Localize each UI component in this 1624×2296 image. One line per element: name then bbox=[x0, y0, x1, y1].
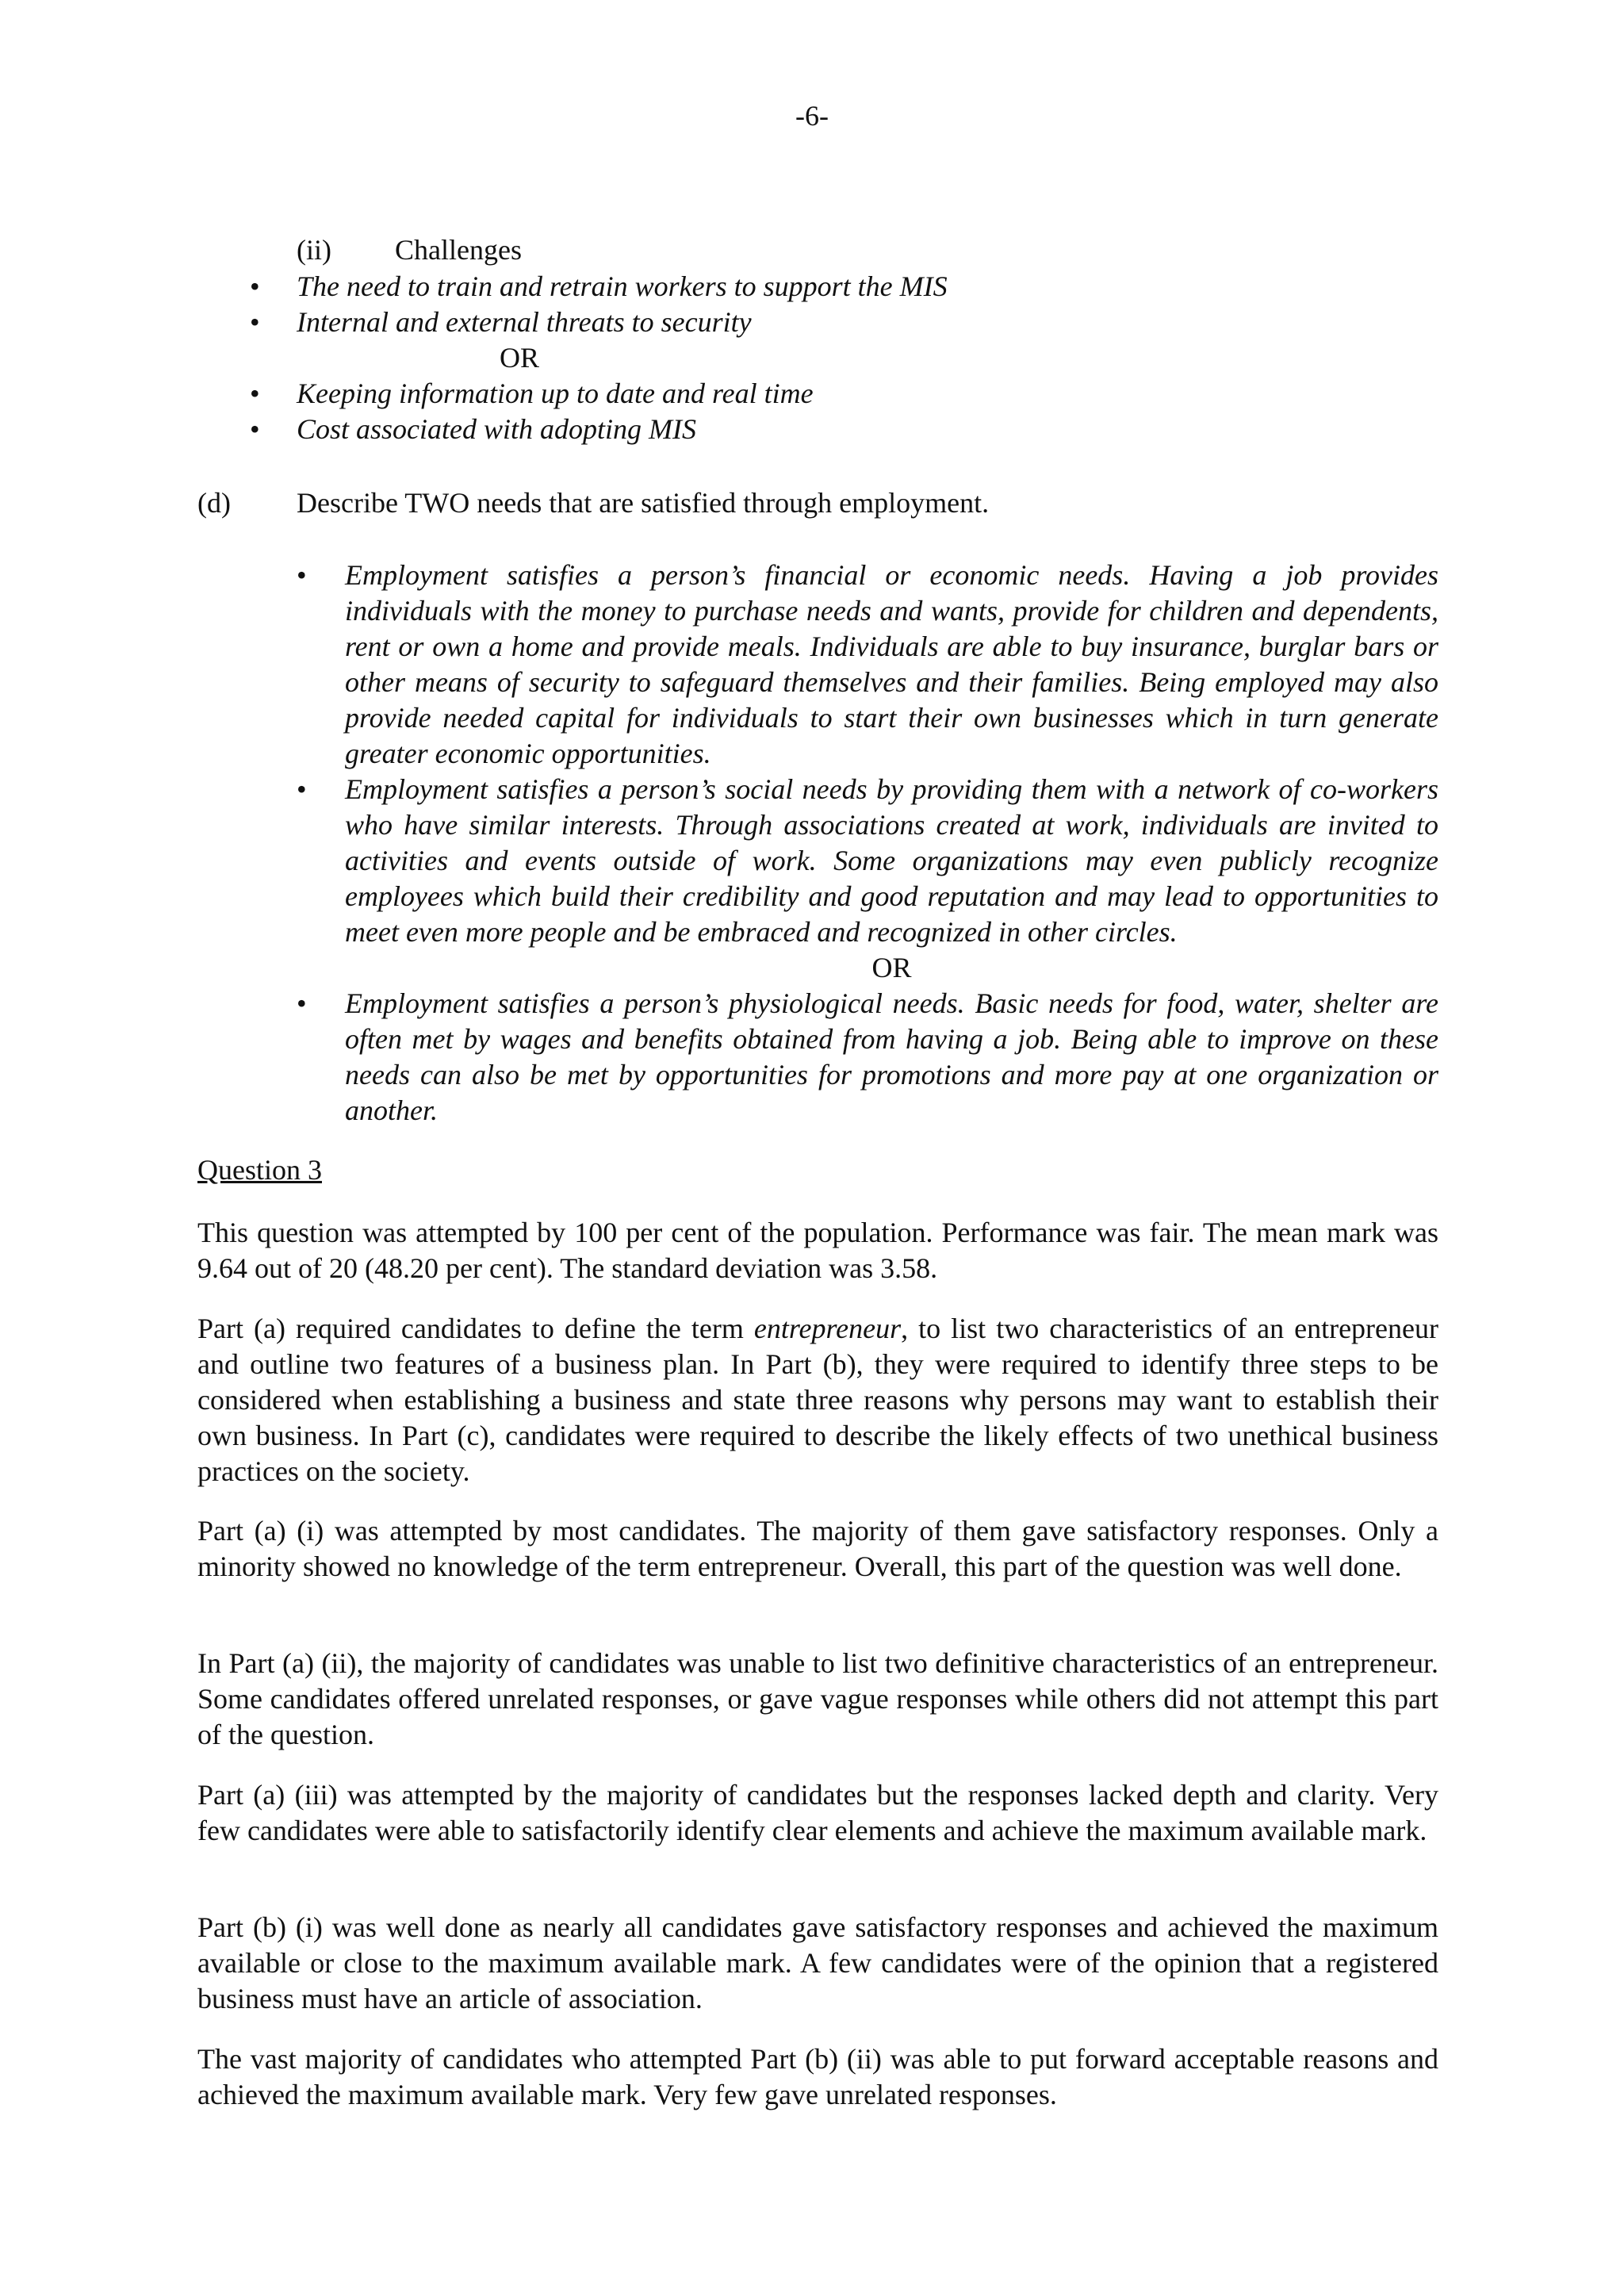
q3-p2-start: Part (a) required candidates to define the term bbox=[197, 1313, 754, 1344]
bullet-icon: • bbox=[250, 306, 260, 338]
q3-p2-term: entrepreneur bbox=[753, 1313, 902, 1344]
list-item bbox=[246, 305, 948, 340]
challenge-text: Cost associated with adopting MIS bbox=[297, 413, 696, 445]
part-d-question bbox=[197, 485, 989, 521]
bullet-icon: • bbox=[250, 413, 260, 445]
bullet-icon: • bbox=[250, 378, 260, 409]
challenges-list bbox=[246, 269, 948, 447]
list-item bbox=[295, 986, 1438, 1129]
part-d-answers bbox=[295, 558, 1438, 1129]
bullet-icon: • bbox=[297, 559, 307, 591]
q3-paragraph-5: Part (a) (iii) was attempted by the majority of candidates but the responses lacked depth and clarity. Very few candidates were able to satisfactorily identify clear elements and achieve the maximum available mark. bbox=[197, 1779, 1438, 1846]
challenges-roman: (ii) bbox=[297, 234, 331, 266]
q3-paragraph-1: This question was attempted by 100 per cent of the population. Performance was fair. The mean mark was 9.64 out of 20 (48.20 per cent). The standard deviation was 3.58. bbox=[197, 1217, 1438, 1284]
q3-p2-end: , to list two characteristics of an entrepreneur and outline two features of a business plan. In Part (b), they were required to identify three steps to be considered when establishing a business and state three reasons why persons may want to establish their own business. In Part (c), candidates were required to describe the likely effects of two unethical business practices on the society. bbox=[197, 1313, 1438, 1487]
answers-or: OR bbox=[871, 952, 912, 983]
challenges-title: Challenges bbox=[395, 234, 522, 266]
q3-paragraph-4: In Part (a) (ii), the majority of candidates was unable to list two definitive characteristics of an entrepreneur. Some candidates offered unrelated responses, or gave vague responses while others did not attempt this part of the question. bbox=[197, 1647, 1438, 1750]
q3-paragraph-3: Part (a) (i) was attempted by most candidates. The majority of them gave satisfactory responses. Only a minority showed no knowledge of the term entrepreneur. Overall, this part of the question was well done. bbox=[197, 1515, 1438, 1582]
q3-paragraph-2 bbox=[197, 1311, 1438, 1489]
list-item bbox=[246, 412, 948, 447]
challenges-or: OR bbox=[500, 342, 540, 374]
question-3-heading: Question 3 bbox=[197, 1154, 322, 1186]
challenge-text: The need to train and retrain workers to support the MIS bbox=[297, 270, 948, 302]
part-d-text: Describe TWO needs that are satisfied through employment. bbox=[297, 487, 990, 519]
q3-paragraph-7: The vast majority of candidates who attempted Part (b) (ii) was able to put forward acceptable reasons and achieved the maximum available mark. Very few gave unrelated responses. bbox=[197, 2043, 1438, 2110]
answer-text: Employment satisfies a person’s financial or economic needs. Having a job provides individuals with the money to purchase needs and wants, provide for children and dependents, rent or own a home and provide meals. Individuals are able to buy insurance, burglar bars or other means of security to safeguard themselves and their families. Being employed may also provide needed capital for individuals to start their own businesses which in turn generate greater economic opportunities. bbox=[345, 559, 1438, 769]
bullet-icon: • bbox=[297, 987, 307, 1019]
answer-text: Employment satisfies a person’s social needs by providing them with a network of co-workers who have similar interests. Through associations created at work, individuals are invited to activities and events outside of work. Some organizations may even publicly recognize employees which build their credibility and good reputation and may lead to opportunities to meet even more people and be embraced and recognized in other circles. bbox=[345, 773, 1438, 948]
bullet-icon: • bbox=[250, 270, 260, 302]
challenges-heading bbox=[297, 232, 522, 268]
page-number: -6- bbox=[795, 100, 829, 132]
part-d-label: (d) bbox=[197, 487, 231, 519]
answer-text: Employment satisfies a person’s physiological needs. Basic needs for food, water, shelter are often met by wages and benefits obtained from having a job. Being able to improve on these needs can also be met by opportunities for promotions and more pay at one organization or another. bbox=[345, 987, 1438, 1126]
list-item bbox=[246, 269, 948, 305]
challenge-text: Internal and external threats to security bbox=[297, 306, 752, 338]
list-item bbox=[295, 772, 1438, 950]
bullet-icon: • bbox=[297, 773, 307, 805]
q3-paragraph-6: Part (b) (i) was well done as nearly all candidates gave satisfactory responses and achieved the maximum available or close to the maximum available mark. A few candidates were of the opinion that a registered business must have an article of association. bbox=[197, 1911, 1438, 2014]
list-item bbox=[295, 558, 1438, 772]
challenge-text: Keeping information up to date and real time bbox=[297, 378, 814, 409]
list-item bbox=[246, 376, 948, 412]
